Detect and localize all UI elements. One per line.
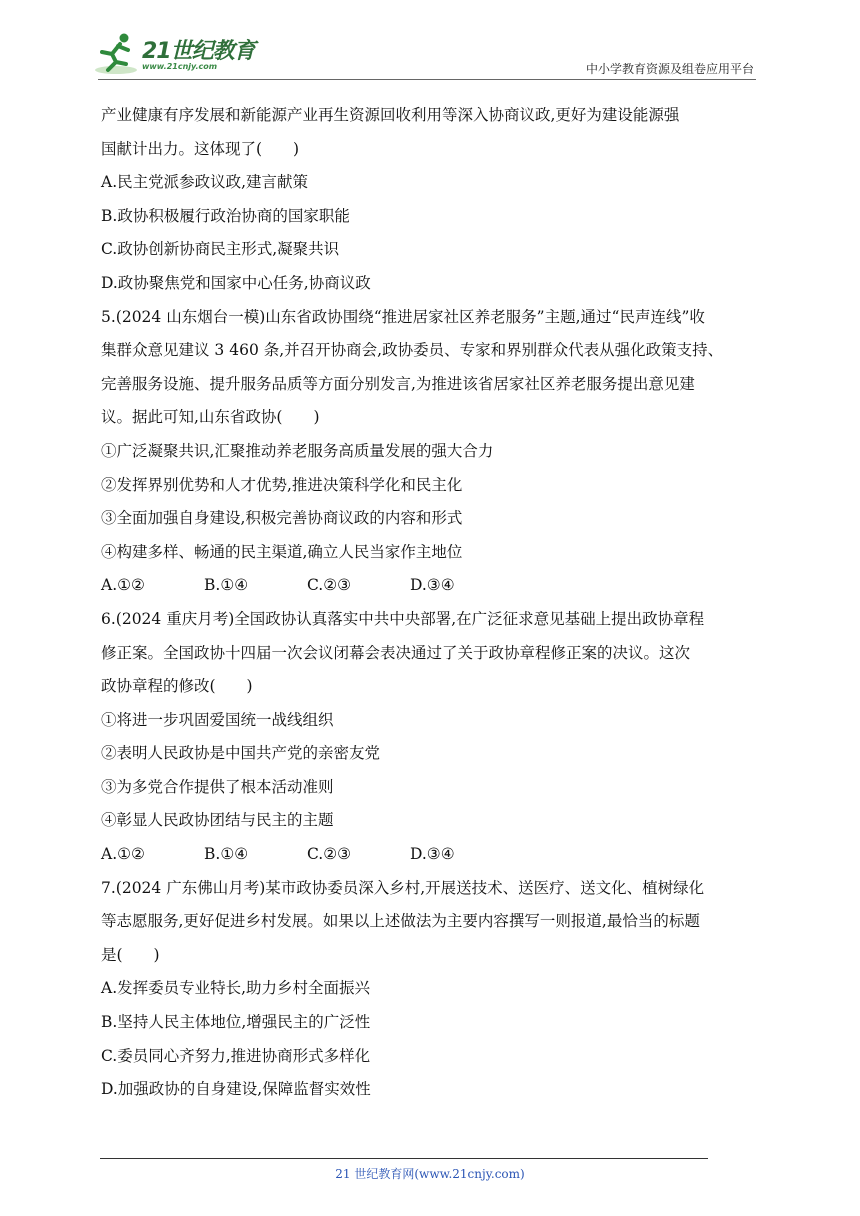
option-a: A.①②: [101, 845, 145, 864]
runner-logo-icon: [94, 32, 140, 76]
question-6-stem: 6.(2024 重庆月考)全国政协认真落实中共中央部署,在广泛征求意见基础上提出政协章程: [101, 609, 705, 628]
site-logo[interactable]: [94, 32, 264, 78]
logo-url-text: www.21cnjy.com: [142, 62, 218, 71]
option-line: D.加强政协的自身建设,保障监督实效性: [101, 1080, 371, 1099]
question-5-options: [101, 569, 766, 603]
option-line: D.政协聚焦党和国家中心任务,协商议政: [101, 273, 371, 292]
logo-brand-text: 21世纪教育: [142, 39, 255, 64]
header-divider: [98, 79, 756, 80]
question-6-options: [101, 838, 766, 872]
option-a: A.①②: [101, 576, 145, 595]
text-line: 议。据此可知,山东省政协( ): [101, 408, 320, 427]
option-line: A.发挥委员专业特长,助力乡村全面振兴: [101, 979, 371, 998]
option-d: D.③④: [410, 845, 455, 864]
question-content: [101, 99, 766, 1107]
statement-line: ③全面加强自身建设,积极完善协商议政的内容和形式: [101, 509, 463, 528]
option-line: B.坚持人民主体地位,增强民主的广泛性: [101, 1013, 371, 1032]
option-b: B.①④: [204, 576, 249, 595]
statement-line: ③为多党合作提供了根本活动准则: [101, 777, 334, 796]
header-tagline: 中小学教育资源及组卷应用平台: [585, 62, 754, 76]
question-7-stem: 7.(2024 广东佛山月考)某市政协委员深入乡村,开展送技术、送医疗、送文化、植树绿化: [101, 878, 705, 897]
text-line: 政协章程的修改( ): [101, 677, 253, 696]
statement-line: ④彰显人民政协团结与民主的主题: [101, 811, 334, 830]
option-line: B.政协积极履行政治协商的国家职能: [101, 206, 350, 225]
option-c: C.②③: [307, 576, 352, 595]
text-line: 国献计出力。这体现了( ): [101, 139, 300, 158]
question-5-stem: 5.(2024 山东烟台一模)山东省政协围绕“推进居家社区养老服务”主题,通过“民声连线”收: [101, 307, 705, 326]
option-b: B.①④: [204, 845, 249, 864]
page-header: [0, 0, 860, 82]
text-line: 修正案。全国政协十四届一次会议闭幕会表决通过了关于政协章程修正案的决议。这次: [101, 643, 691, 662]
statement-line: ②表明人民政协是中国共产党的亲密友党: [101, 744, 381, 763]
statement-line: ②发挥界别优势和人才优势,推进决策科学化和民主化: [101, 475, 463, 494]
statement-line: ①将进一步巩固爱国统一战线组织: [101, 710, 334, 729]
text-line: 是( ): [101, 945, 160, 964]
option-d: D.③④: [410, 576, 455, 595]
statement-line: ①广泛凝聚共识,汇聚推动养老服务高质量发展的强大合力: [101, 441, 494, 460]
option-line: A.民主党派参政议政,建言献策: [101, 173, 309, 192]
statement-line: ④构建多样、畅通的民主渠道,确立人民当家作主地位: [101, 542, 463, 561]
option-c: C.②③: [307, 845, 352, 864]
text-line: 产业健康有序发展和新能源产业再生资源回收利用等深入协商议政,更好为建设能源强: [101, 106, 680, 124]
footer-divider: [100, 1158, 708, 1159]
text-line: 等志愿服务,更好促进乡村发展。如果以上述做法为主要内容撰写一则报道,最恰当的标题: [101, 912, 700, 931]
text-line: 完善服务设施、提升服务品质等方面分别发言,为推进该省居家社区养老服务提出意见建: [101, 374, 695, 393]
option-line: C.委员同心齐努力,推进协商形式多样化: [101, 1046, 371, 1065]
text-line: 集群众意见建议 3 460 条,并召开协商会,政协委员、专家和界别群众代表从强化政策支持、: [101, 341, 724, 360]
option-line: C.政协创新协商民主形式,凝聚共识: [101, 240, 340, 259]
footer-link[interactable]: 21 世纪教育网(www.21cnjy.com): [335, 1167, 525, 1181]
